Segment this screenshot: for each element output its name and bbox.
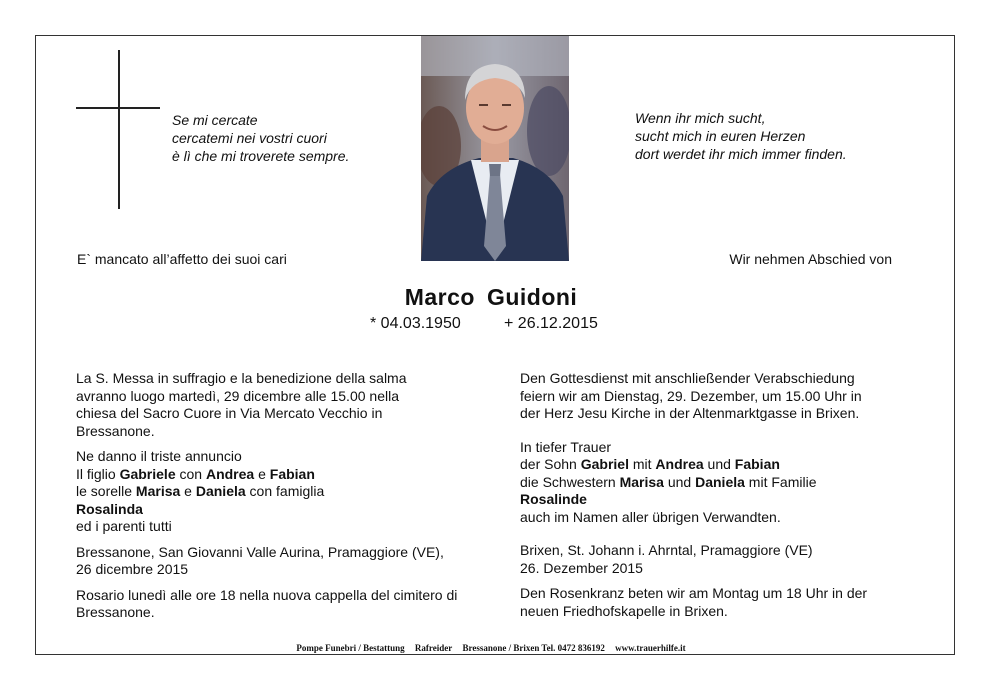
rosary-german: Den Rosenkranz beten wir am Montag um 18 Uhr in der neuen Friedhofskapelle in Brixen. xyxy=(520,585,868,619)
lead-text-italian: E` mancato all’affetto dei suoi cari xyxy=(77,251,287,267)
footer-name: Rafreider xyxy=(414,643,453,653)
footer-location: Bressanone / Brixen Tel. 0472 836192 xyxy=(462,643,605,653)
mass-info-german: Den Gottesdienst mit anschließender Verabschiedung feiern wir am Dienstag, 29. Dezember, um 15.00 Uhr in der Herz Jesu Kirche in der Altenmarktgasse in Brixen. xyxy=(520,370,862,421)
portrait-photo xyxy=(421,36,569,261)
footer-company: Pompe Funebri / Bestattung xyxy=(296,643,405,653)
family-german: In tiefer Trauer der Sohn Gabriel mit Andrea und Fabian die Schwestern Marisa und Daniela mit Familie Rosalinde auch im Namen aller übrigen Verwandten. xyxy=(520,438,817,525)
mass-info-italian: La S. Messa in suffragio e la benedizione della salma avranno luogo martedì, 29 dicembre alle 15.00 nella chiesa del Sacro Cuore in Via Mercato Vecchio in Bressanone. xyxy=(76,370,407,439)
deceased-name xyxy=(0,284,982,311)
last-name: Guidoni xyxy=(486,284,578,310)
lead-text-german: Wir nehmen Abschied von xyxy=(729,251,892,267)
italian-column xyxy=(76,370,457,630)
place-date-italian: Bressanone, San Giovanni Valle Aurina, Pramaggiore (VE), 26 dicembre 2015 xyxy=(76,543,444,577)
death-date: + 26.12.2015 xyxy=(504,315,598,332)
place-date-german: Brixen, St. Johann i. Ahrntal, Pramaggiore (VE) 26. Dezember 2015 xyxy=(520,542,813,576)
cross-icon-bar xyxy=(76,107,160,109)
german-column xyxy=(520,370,867,628)
birth-date: * 04.03.1950 xyxy=(370,315,461,332)
quote-german: Wenn ihr mich sucht, sucht mich in euren Herzen dort werdet ihr mich immer finden. xyxy=(635,110,847,162)
cross-icon xyxy=(118,50,120,209)
footer-imprint xyxy=(0,643,982,653)
rosary-italian: Rosario lunedì alle ore 18 nella nuova cappella del cimitero di Bressanone. xyxy=(76,586,458,620)
footer-website[interactable]: www.trauerhilfe.it xyxy=(615,643,686,653)
quote-italian: Se mi cercate cercatemi nei vostri cuori è lì che mi troverete sempre. xyxy=(172,112,350,164)
family-italian: Ne danno il triste annuncio Il figlio Gabriele con Andrea e Fabian le sorelle Marisa e Daniela con famiglia Rosalinda ed i parenti tutti xyxy=(76,448,325,534)
first-name: Marco xyxy=(404,284,475,310)
